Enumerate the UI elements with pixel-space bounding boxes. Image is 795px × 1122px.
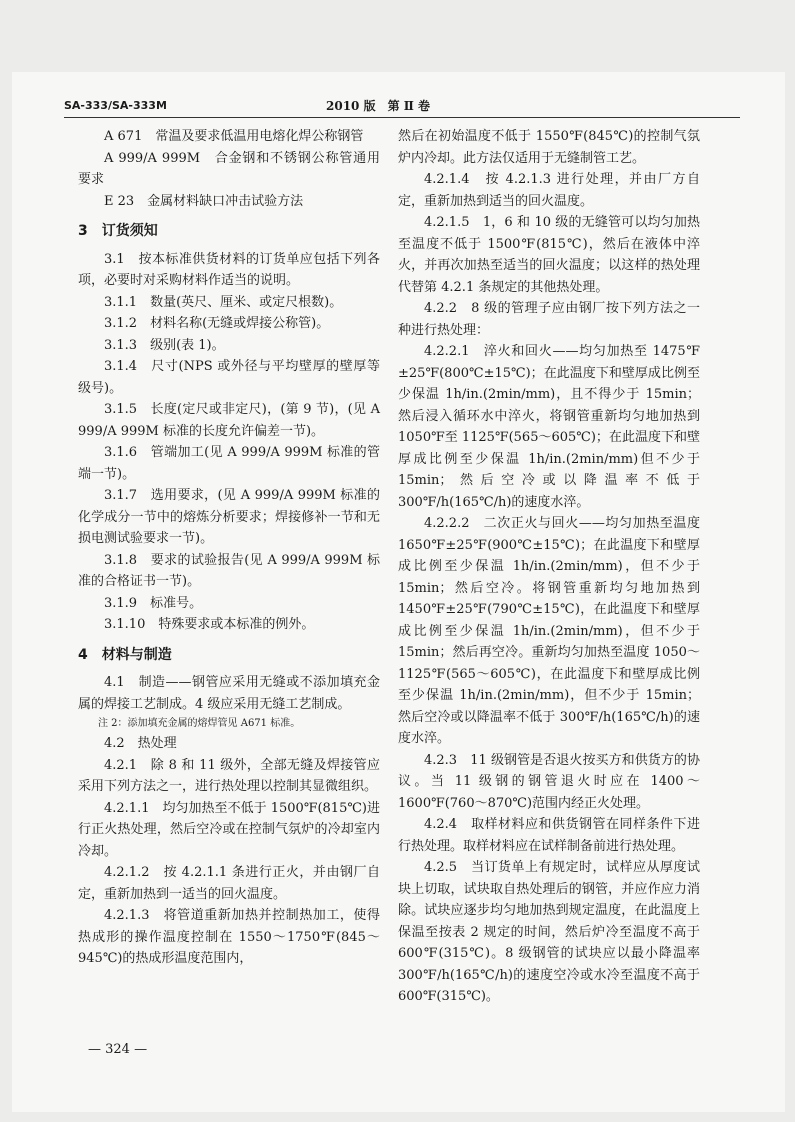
paragraph-3-1-8: 3.1.8 要求的试验报告(见 A 999/A 999M 标准的合格证书一节)。 [78, 552, 380, 589]
paragraph-4-2-1-2: 4.2.1.2 按 4.2.1.1 条进行正火，并由钢厂自定，重新加热到一适当的回火温度。 [78, 865, 380, 902]
paragraph-4-2-4: 4.2.4 取样材料应和供货钢管在同样条件下进行热处理。取样材料应在试样制备前进行热处理。 [398, 817, 700, 854]
left-column [78, 126, 380, 970]
paragraph-4-2-2-2: 4.2.2.2 二次正火与回火——均匀加热至温度 1650℉±25℉(900℃±15℃)；在此温度下和壁厚成比例至少保温 1h/in.(2min/mm)，但不少于 15min；然后空冷。将钢管重新均匀地加热到 1450℉±25℉(790℃±15℃)，在此温度下和壁厚成比例至少保温 1h/in.(2min/mm)，但不少于 15min；然后再空冷。重新均匀加热至温度 1050～1125℉(565～605℃)，在此温度下和壁厚成比例至少保温 1h/in.(2min/mm)，但不少于 15min；然后空冷或以降温率不低于 300℉/h(165℃/h)的速度水淬。 [398, 516, 700, 746]
paragraph-4-2-1-5: 4.2.1.5 1，6 和 10 级的无缝管可以均匀加热至温度不低于 1500℉(815℃)，然后在液体中淬火，并再次加热至适当的回火温度；以这样的热处理代替第 4.2.1 条规定的其他热处理。 [398, 215, 700, 295]
paragraph-3-1-2: 3.1.2 材料名称(无缝或焊接公称管)。 [104, 316, 330, 331]
paragraph-3-1-6: 3.1.6 管端加工(见 A 999/A 999M 标准的管端一节)。 [78, 445, 380, 482]
paragraph-3-1-3: 3.1.3 级别(表 1)。 [104, 337, 225, 353]
right-column [398, 126, 700, 1008]
page-header [64, 97, 740, 117]
paragraph-3-1-7: 3.1.7 选用要求，(见 A 999/A 999M 标准的化学成分一节中的熔炼分析要求；焊接修补一节和无损电测试验要求一节)。 [78, 488, 380, 546]
note-2: 注 2：添加填充金属的熔焊管见 A671 标准。 [98, 718, 301, 729]
paragraph-3-1: 3.1 按本标准供货材料的订货单应包括下列各项，必要时对采购材料作适当的说明。 [78, 251, 380, 288]
paragraph-3-1-1: 3.1.1 数量(英尺、厘米、或定尺根数)。 [104, 294, 343, 310]
header-rule [64, 117, 740, 118]
paragraph-3-1-4: 3.1.4 尺寸(NPS 或外径与平均壁厚的壁厚等级号)。 [78, 359, 380, 396]
reference-a671: A 671 常温及要求低温用电熔化焊公称钢管 [104, 129, 364, 144]
reference-a999: A 999/A 999M 合金钢和不锈钢公称管通用要求 [78, 150, 380, 187]
edition-label: 2010 版 第 Ⅱ 卷 [326, 99, 431, 113]
paragraph-3-1-9: 3.1.9 标准号。 [104, 595, 203, 611]
standard-code: SA-333/SA-333M [64, 99, 167, 112]
paragraph-4-2-1-1: 4.2.1.1 均匀加热至不低于 1500℉(815℃)进行正火热处理，然后空冷或在控制气氛炉的冷却室内冷却。 [78, 800, 380, 859]
paragraph-4-2-1-3-continued: 然后在初始温度不低于 1550℉(845℃)的控制气氛炉内冷却。此方法仅适用于无缝制管工艺。 [398, 129, 700, 166]
paragraph-4-2-3: 4.2.3 11 级钢管是否退火按买方和供货方的协议。当 11 级钢的钢管退火时应在 1400～1600℉(760～870℃)范围内经正火处理。 [398, 752, 700, 811]
paragraph-4-2-5: 4.2.5 当订货单上有规定时，试样应从厚度试块上切取，试块取自热处理后的钢管，并应作应力消除。试块应逐步均匀地加热到规定温度，在此温度上保温至按表 2 规定的时间，然后炉冷至温度不高于 600℉(315℃)。8 级钢管的试块应以最小降温率 300℉/h(165℃/h)的速度空冷或水冷至温度不高于 600℉(315℃)。 [398, 860, 700, 1004]
paragraph-3-1-10: 3.1.10 特殊要求或本标准的例外。 [104, 617, 315, 632]
page-number: — 324 — [88, 1042, 148, 1057]
paragraph-4-2-2: 4.2.2 8 级的管理子应由钢厂按下列方法之一种进行热处理： [398, 301, 700, 338]
section-heading-4: 4 材料与制造 [78, 646, 172, 663]
paragraph-4-1: 4.1 制造——钢管应采用无缝或不添加填充金属的焊接工艺制成。4 级应采用无缝工艺制成。 [78, 675, 380, 712]
paragraph-3-1-5: 3.1.5 长度(定尺或非定尺)，(第 9 节)，(见 A 999/A 999M 标准的长度允许偏差一节)。 [78, 402, 380, 439]
paragraph-4-2-1: 4.2.1 除 8 和 11 级外，全部无缝及焊接管应采用下列方法之一，进行热处理以控制其显微组织。 [78, 757, 380, 794]
reference-e23: E 23 金属材料缺口冲击试验方法 [104, 193, 304, 209]
section-heading-3: 3 订货须知 [78, 223, 158, 239]
paragraph-4-2: 4.2 热处理 [104, 736, 177, 751]
paragraph-4-2-1-3: 4.2.1.3 将管道重新加热并控制热加工，使得热成形的操作温度控制在 1550～1750℉(845～945℃)的热成形温度范围内， [78, 908, 380, 966]
paragraph-4-2-2-1: 4.2.2.1 淬火和回火——均匀加热至 1475℉±25℉(800℃±15℃)；在此温度下和壁厚成比例至少保温 1h/in.(2min/mm)，且不得少于 15min；然后浸入循环水中淬火，将钢管重新均匀地加热到 1050℉至 1125℉(565～605℃)；在此温度下和壁厚成比例至少保温 1h/in.(2min/mm)但不少于 15min；然后空冷或以降温率不低于 300℉/h(165℃/h)的速度水淬。 [398, 344, 700, 510]
paragraph-4-2-1-4: 4.2.1.4 按 4.2.1.3 进行处理，并由厂方自定，重新加热到适当的回火温度。 [398, 172, 700, 209]
